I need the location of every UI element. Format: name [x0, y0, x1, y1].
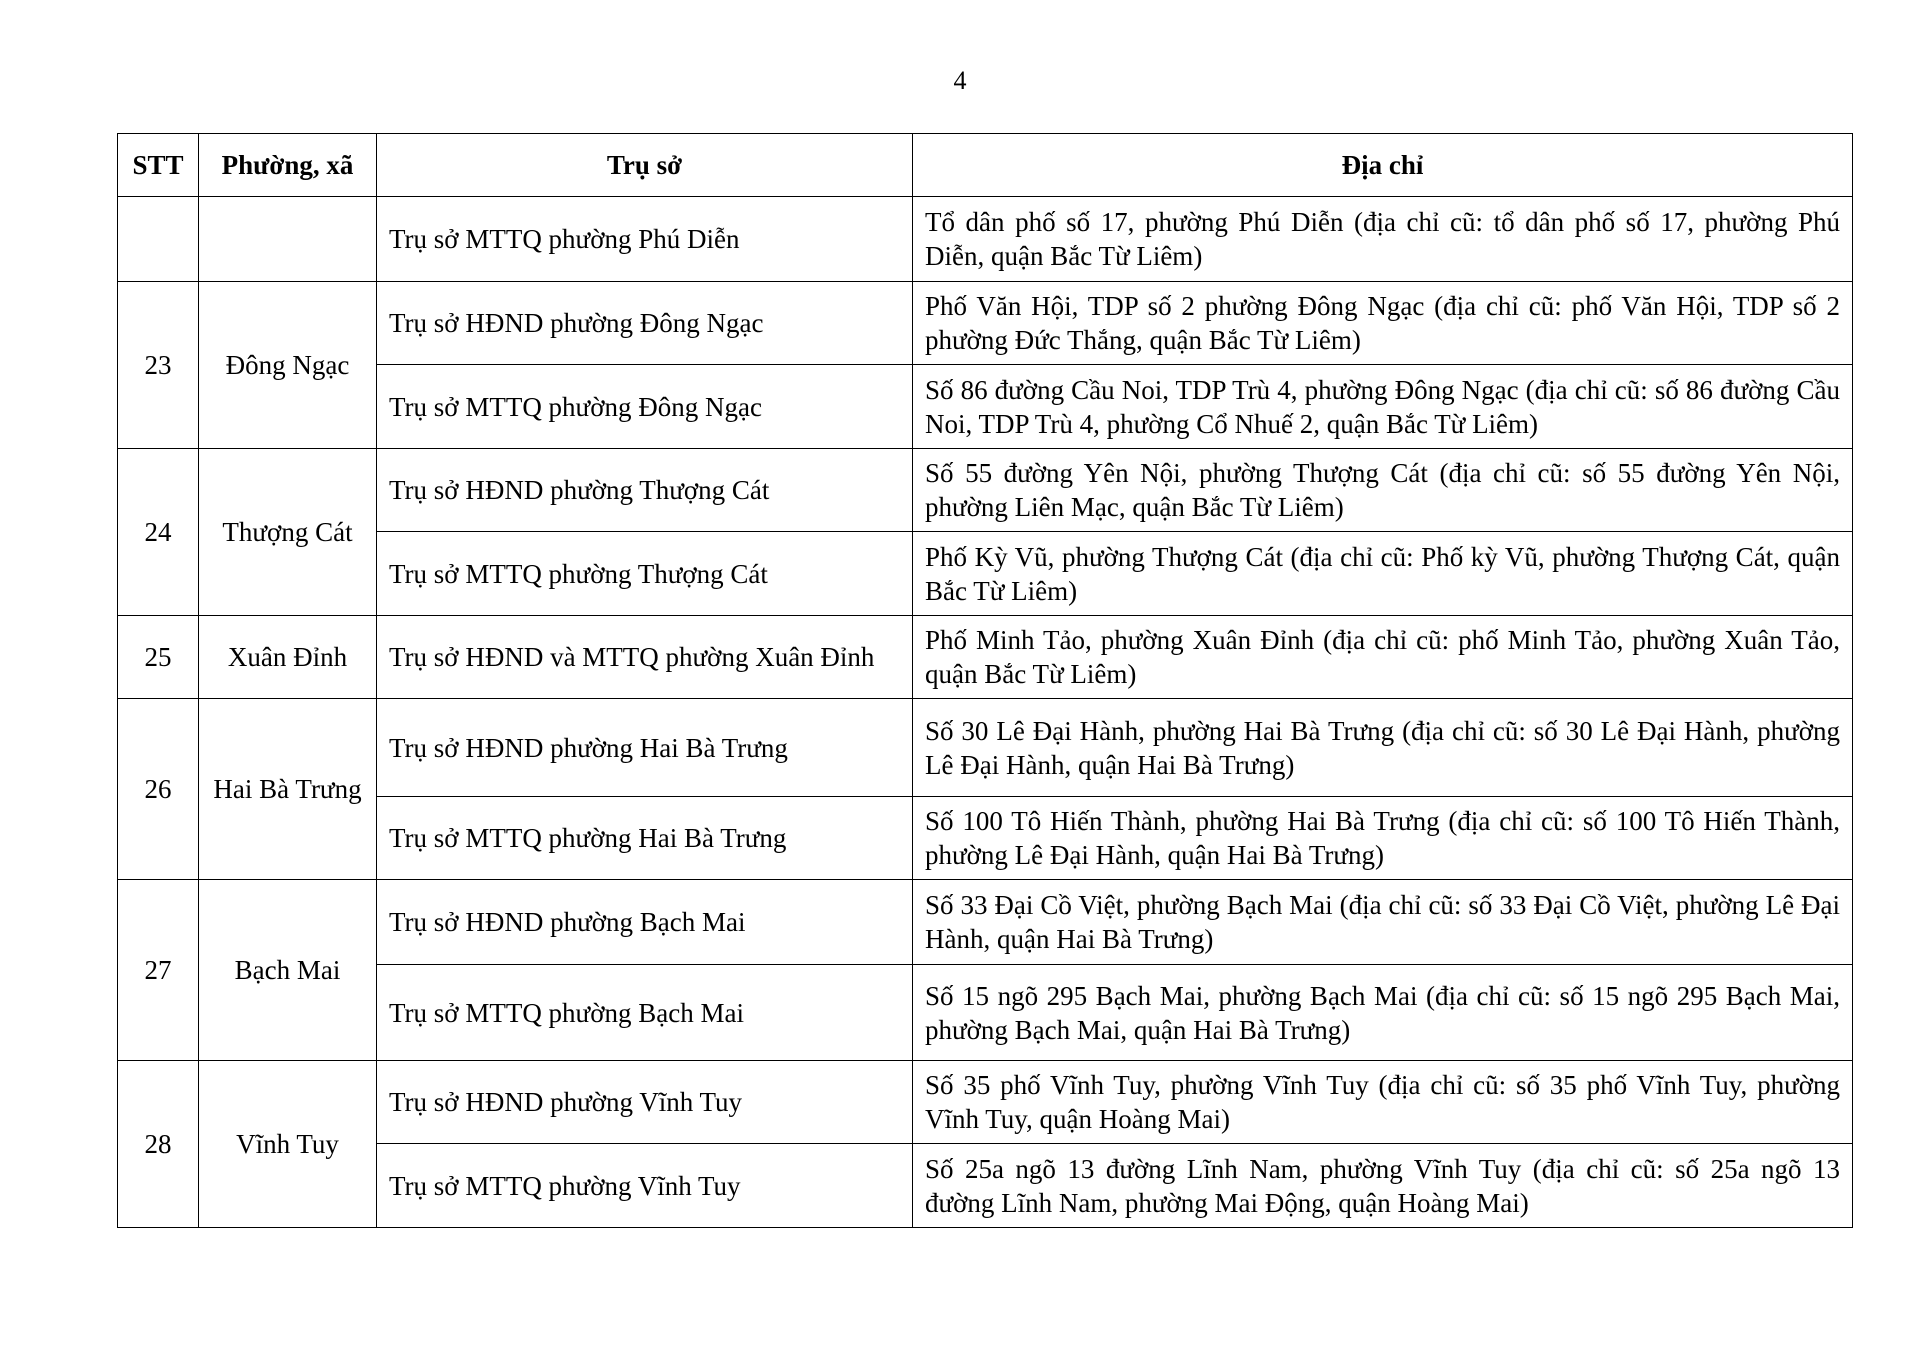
office-cell: Trụ sở HĐND và MTTQ phường Xuân Đỉnh	[377, 616, 913, 699]
stt-cell: 25	[118, 616, 199, 699]
stt-cell: 23	[118, 282, 199, 449]
ward-cell	[199, 197, 377, 282]
address-cell: Số 86 đường Cầu Noi, TDP Trù 4, phường Đông Ngạc (địa chỉ cũ: số 86 đường Cầu Noi, TDP Trù 4, phường Cổ Nhuế 2, quận Bắc Từ Liêm)	[913, 365, 1853, 449]
table-row	[118, 365, 1853, 449]
ward-cell: Thượng Cát	[199, 449, 377, 616]
address-cell: Số 15 ngõ 295 Bạch Mai, phường Bạch Mai (địa chỉ cũ: số 15 ngõ 295 Bạch Mai, phường Bạch Mai, quận Hai Bà Trưng)	[913, 965, 1853, 1061]
office-cell: Trụ sở HĐND phường Hai Bà Trưng	[377, 699, 913, 797]
address-cell: Tổ dân phố số 17, phường Phú Diễn (địa chỉ cũ: tổ dân phố số 17, phường Phú Diễn, quận Bắc Từ Liêm)	[913, 197, 1853, 282]
address-cell: Phố Kỳ Vũ, phường Thượng Cát (địa chỉ cũ: Phố kỳ Vũ, phường Thượng Cát, quận Bắc Từ Liêm)	[913, 532, 1853, 616]
office-cell: Trụ sở MTTQ phường Hai Bà Trưng	[377, 797, 913, 880]
address-cell: Số 35 phố Vĩnh Tuy, phường Vĩnh Tuy (địa chỉ cũ: số 35 phố Vĩnh Tuy, phường Vĩnh Tuy, quận Hoàng Mai)	[913, 1061, 1853, 1144]
address-cell: Số 55 đường Yên Nội, phường Thượng Cát (địa chỉ cũ: số 55 đường Yên Nội, phường Liên Mạc, quận Bắc Từ Liêm)	[913, 449, 1853, 532]
header-address: Địa chỉ	[913, 134, 1853, 197]
address-cell: Phố Văn Hội, TDP số 2 phường Đông Ngạc (địa chỉ cũ: phố Văn Hội, TDP số 2 phường Đức Thắng, quận Bắc Từ Liêm)	[913, 282, 1853, 365]
table-row	[118, 532, 1853, 616]
ward-cell: Đông Ngạc	[199, 282, 377, 449]
table-row	[118, 1144, 1853, 1228]
office-address-table	[117, 133, 1853, 1228]
stt-cell: 28	[118, 1061, 199, 1228]
header-stt: STT	[118, 134, 199, 197]
stt-cell: 24	[118, 449, 199, 616]
stt-cell: 27	[118, 880, 199, 1061]
table-header-row	[118, 134, 1853, 197]
address-cell: Số 33 Đại Cồ Việt, phường Bạch Mai (địa chỉ cũ: số 33 Đại Cồ Việt, phường Lê Đại Hành, quận Hai Bà Trưng)	[913, 880, 1853, 965]
ward-cell: Vĩnh Tuy	[199, 1061, 377, 1228]
address-cell: Số 100 Tô Hiến Thành, phường Hai Bà Trưng (địa chỉ cũ: số 100 Tô Hiến Thành, phường Lê Đại Hành, quận Hai Bà Trưng)	[913, 797, 1853, 880]
office-cell: Trụ sở MTTQ phường Vĩnh Tuy	[377, 1144, 913, 1228]
address-cell: Phố Minh Tảo, phường Xuân Đỉnh (địa chỉ cũ: phố Minh Tảo, phường Xuân Tảo, quận Bắc Từ Liêm)	[913, 616, 1853, 699]
table-row	[118, 880, 1853, 965]
office-cell: Trụ sở MTTQ phường Đông Ngạc	[377, 365, 913, 449]
address-cell: Số 25a ngõ 13 đường Lĩnh Nam, phường Vĩnh Tuy (địa chỉ cũ: số 25a ngõ 13 đường Lĩnh Nam, phường Mai Động, quận Hoàng Mai)	[913, 1144, 1853, 1228]
table-row	[118, 282, 1853, 365]
office-cell: Trụ sở MTTQ phường Phú Diễn	[377, 197, 913, 282]
office-cell: Trụ sở HĐND phường Vĩnh Tuy	[377, 1061, 913, 1144]
office-cell: Trụ sở MTTQ phường Thượng Cát	[377, 532, 913, 616]
header-office: Trụ sở	[377, 134, 913, 197]
table-row	[118, 797, 1853, 880]
table-row	[118, 197, 1853, 282]
table-row	[118, 699, 1853, 797]
table-row	[118, 1061, 1853, 1144]
header-ward: Phường, xã	[199, 134, 377, 197]
office-cell: Trụ sở HĐND phường Bạch Mai	[377, 880, 913, 965]
ward-cell: Xuân Đỉnh	[199, 616, 377, 699]
page-number: 4	[953, 66, 967, 95]
office-cell: Trụ sở MTTQ phường Bạch Mai	[377, 965, 913, 1061]
table-row	[118, 965, 1853, 1061]
ward-cell: Hai Bà Trưng	[199, 699, 377, 880]
address-cell: Số 30 Lê Đại Hành, phường Hai Bà Trưng (địa chỉ cũ: số 30 Lê Đại Hành, phường Lê Đại Hành, quận Hai Bà Trưng)	[913, 699, 1853, 797]
stt-cell	[118, 197, 199, 282]
office-cell: Trụ sở HĐND phường Đông Ngạc	[377, 282, 913, 365]
ward-cell: Bạch Mai	[199, 880, 377, 1061]
stt-cell: 26	[118, 699, 199, 880]
table-row	[118, 449, 1853, 532]
office-cell: Trụ sở HĐND phường Thượng Cát	[377, 449, 913, 532]
table-row	[118, 616, 1853, 699]
